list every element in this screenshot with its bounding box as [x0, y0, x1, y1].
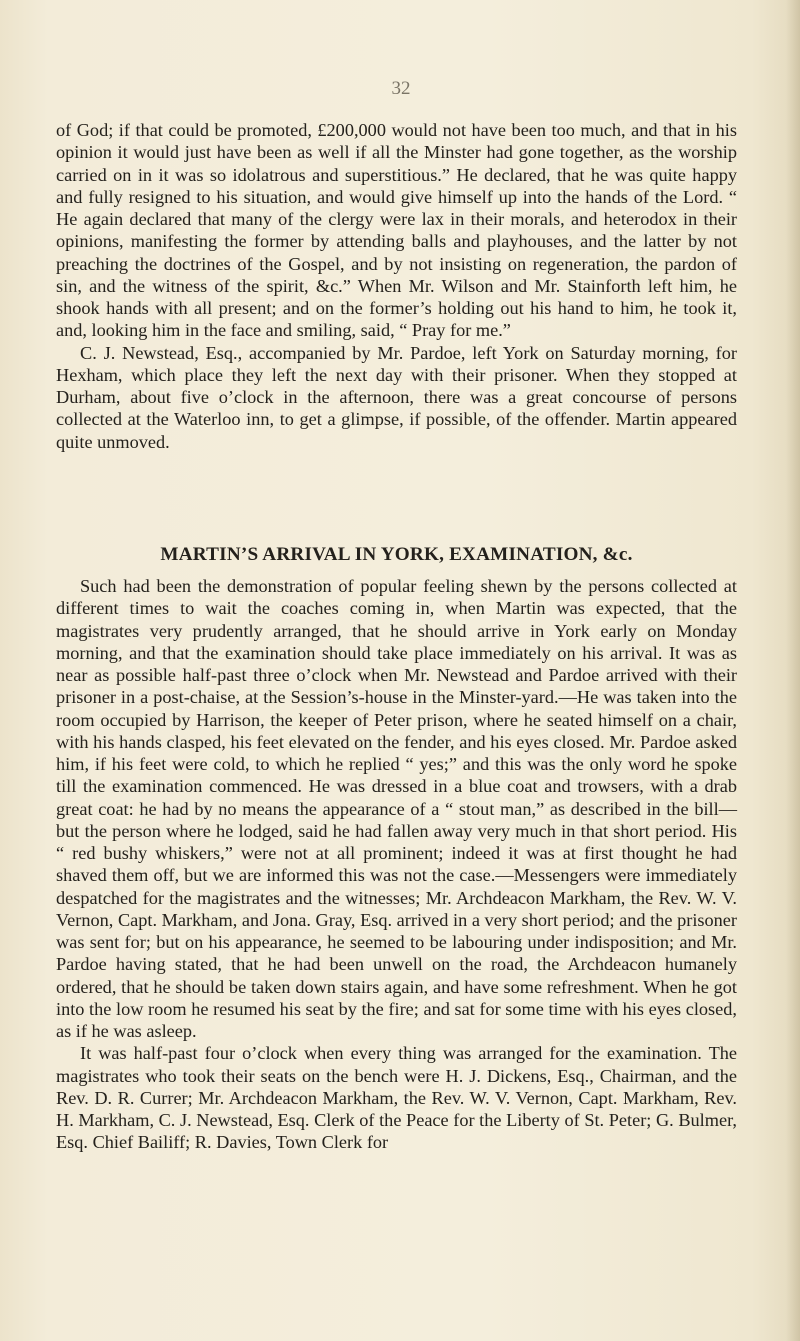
paragraph-newstead-journey: C. J. Newstead, Esq., accompanied by Mr. Pardoe, left York on Saturday morning, for Hexham, which place they left the next day with their prisoner. When they stopped at Durham, about five o’clock in the afternoon, there was a great concourse of persons collected at the Waterloo inn, to get a glimpse, if possible, of the offender. Martin appeared quite unmoved.	[56, 342, 737, 452]
section-2-body	[56, 575, 737, 1154]
section-1-body	[56, 119, 737, 453]
page-edge-shadow	[786, 0, 800, 1341]
section-heading: MARTIN’S ARRIVAL IN YORK, EXAMINATION, &c.	[160, 544, 633, 565]
page-number: 32	[391, 78, 411, 99]
paragraph-continued: of God; if that could be promoted, £200,000 would not have been too much, and that in his opinion it would just have been as well if all the Minster had gone together, as the worship carried on in it was so idolatrous and superstitious.” He declared, that he was quite happy and fully resigned to his situation, and would give himself up into the hands of the Lord. “ He again declared that many of the clergy were lax in their morals, and heterodox in their opinions, manifesting the former by attending balls and playhouses, and the latter by not preaching the doctrines of the Gospel, and by not insisting on regeneration, the pardon of sin, and the witness of the spirit, &c.” When Mr. Wilson and Mr. Stainforth left him, he shook hands with all present; and on the former’s holding out his hand to him, he took it, and, looking him in the face and smiling, said, “ Pray for me.”	[56, 120, 737, 341]
paragraph-examination: It was half-past four o’clock when every thing was arranged for the examination. The magistrates who took their seats on the bench were H. J. Dickens, Esq., Chairman, and the Rev. D. R. Currer; Mr. Archdeacon Markham, the Rev. W. V. Vernon, Capt. Markham, Rev. H. Markham, C. J. Newstead, Esq. Clerk of the Peace for the Liberty of St. Peter; G. Bulmer, Esq. Chief Bailiff; R. Davies, Town Clerk for	[56, 1043, 737, 1153]
paragraph-arrival: Such had been the demonstration of popular feeling shewn by the persons collected at different times to wait the coaches coming in, when Martin was expected, that the magistrates very prudently arranged, that he should arrive in York early on Monday morning, and that the examination should take place immediately on his arrival. It was as near as possible half-past three o’clock when Mr. Newstead and Pardoe arrived with their prisoner in a post-chaise, at the Session’s-house in the Minster-yard.—He was taken into the room occupied by Harrison, the keeper of Peter prison, where he seated himself on a chair, with his hands clasped, his feet elevated on the fender, and his eyes closed. Mr. Pardoe asked him, if his feet were cold, to which he replied “ yes;” and this was the only word he spoke till the examination commenced. He was dressed in a blue coat and trowsers, with a drab great coat: he had by no means the appearance of a “ stout man,” as described in the bill—but the person where he lodged, said he had fallen away very much in that short period. His “ red bushy whiskers,” were not at all prominent; indeed it was at first thought he had shaved them off, but we are informed this was not the case.—Messengers were immediately despatched for the magistrates and the witnesses; Mr. Archdeacon Markham, the Rev. W. V. Vernon, Capt. Markham, and Jona. Gray, Esq. arrived in a very short period; and the prisoner was sent for; but on his appearance, he seemed to be labouring under indisposition; and Mr. Pardoe having stated, that he had been unwell on the road, the Archdeacon humanely ordered, that he should be taken down stairs again, and have some refreshment. When he got into the low room he resumed his seat by the fire; and sat for some time with his eyes closed, as if he was asleep.	[56, 576, 737, 1041]
